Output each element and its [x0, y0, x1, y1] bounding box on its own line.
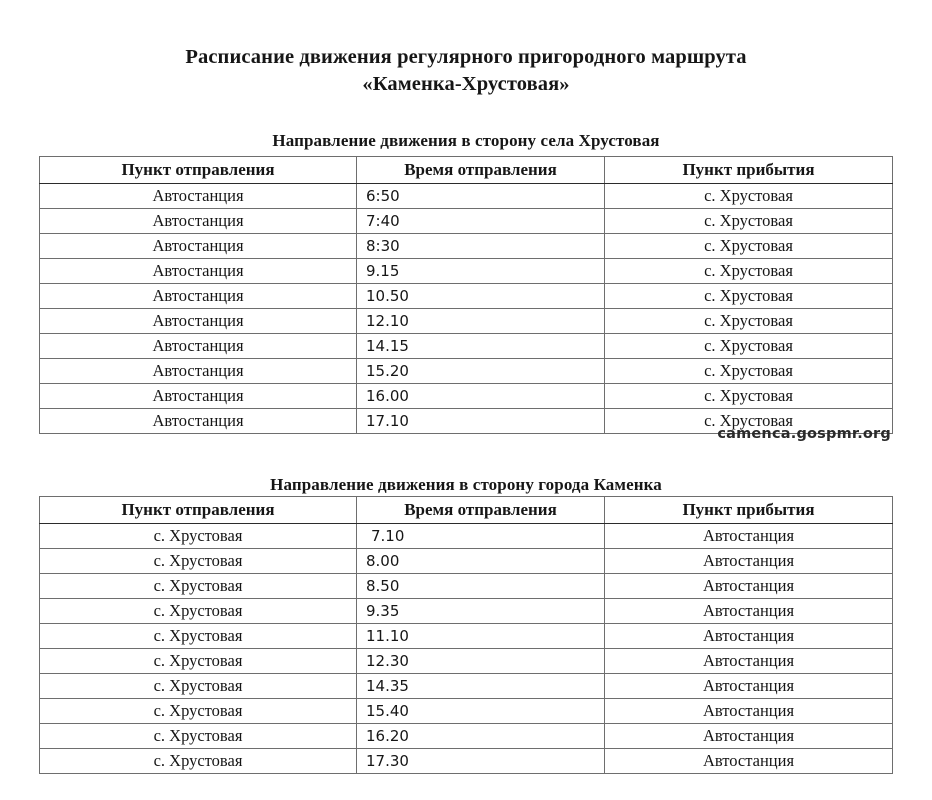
cell-departure-point: с. Хрустовая	[40, 624, 357, 649]
cell-departure-time: 16.20	[357, 724, 605, 749]
page-title-line-2: «Каменка-Хрустовая»	[362, 72, 570, 95]
table-row	[40, 384, 893, 409]
table-row	[40, 649, 893, 674]
cell-departure-time: 15.20	[357, 359, 605, 384]
cell-arrival-point: Автостанция	[605, 699, 893, 724]
cell-arrival-point: Автостанция	[605, 649, 893, 674]
cell-departure-time: 12.30	[357, 649, 605, 674]
table-row	[40, 699, 893, 724]
cell-departure-time: 8.00	[357, 549, 605, 574]
cell-departure-time: 12.10	[357, 309, 605, 334]
table-row	[40, 284, 893, 309]
cell-departure-point: Автостанция	[40, 234, 357, 259]
cell-departure-point: с. Хрустовая	[40, 599, 357, 624]
column-header-departure-time: Время отправления	[357, 157, 605, 184]
table-row	[40, 574, 893, 599]
cell-departure-point: Автостанция	[40, 259, 357, 284]
table-row	[40, 674, 893, 699]
cell-arrival-point: Автостанция	[605, 724, 893, 749]
table-row	[40, 549, 893, 574]
table-row	[40, 624, 893, 649]
table-row	[40, 259, 893, 284]
cell-departure-point: Автостанция	[40, 209, 357, 234]
table-row	[40, 184, 893, 209]
cell-departure-time: 7:40	[357, 209, 605, 234]
table-row	[40, 724, 893, 749]
cell-departure-point: Автостанция	[40, 359, 357, 384]
schedule-table-to-hrustovaya	[39, 156, 893, 434]
cell-departure-time: 14.15	[357, 334, 605, 359]
cell-departure-point: с. Хрустовая	[40, 549, 357, 574]
cell-departure-point: с. Хрустовая	[40, 699, 357, 724]
cell-departure-point: с. Хрустовая	[40, 524, 357, 549]
cell-departure-point: с. Хрустовая	[40, 649, 357, 674]
cell-departure-point: Автостанция	[40, 384, 357, 409]
cell-departure-time: 17.10	[357, 409, 605, 434]
cell-departure-point: Автостанция	[40, 409, 357, 434]
cell-arrival-point: с. Хрустовая	[605, 384, 893, 409]
section-title-to-kamenka: Направление движения в сторону города Каменка	[270, 475, 662, 495]
table-row	[40, 599, 893, 624]
column-header-arrival-point: Пункт прибытия	[605, 497, 893, 524]
cell-departure-time: 9.15	[357, 259, 605, 284]
cell-departure-time: 6:50	[357, 184, 605, 209]
cell-departure-point: с. Хрустовая	[40, 749, 357, 774]
cell-departure-time: 7.10	[357, 524, 605, 549]
table-row	[40, 209, 893, 234]
column-header-arrival-point: Пункт прибытия	[605, 157, 893, 184]
table-row	[40, 234, 893, 259]
cell-departure-time: 8:30	[357, 234, 605, 259]
page-title	[0, 44, 932, 98]
column-header-departure-point: Пункт отправления	[40, 497, 357, 524]
schedule-table-body-to-kamenka	[40, 524, 893, 774]
cell-departure-time: 11.10	[357, 624, 605, 649]
cell-arrival-point: Автостанция	[605, 749, 893, 774]
cell-departure-time: 17.30	[357, 749, 605, 774]
table-row	[40, 524, 893, 549]
cell-departure-time: 9.35	[357, 599, 605, 624]
cell-arrival-point: с. Хрустовая	[605, 259, 893, 284]
cell-arrival-point: с. Хрустовая	[605, 409, 893, 434]
table-row	[40, 309, 893, 334]
column-header-departure-point: Пункт отправления	[40, 157, 357, 184]
table-row	[40, 749, 893, 774]
cell-arrival-point: с. Хрустовая	[605, 234, 893, 259]
cell-arrival-point: Автостанция	[605, 549, 893, 574]
schedule-table-to-kamenka	[39, 496, 893, 774]
cell-departure-time: 8.50	[357, 574, 605, 599]
cell-departure-point: с. Хрустовая	[40, 574, 357, 599]
cell-departure-time: 14.35	[357, 674, 605, 699]
table-header-row	[40, 157, 893, 184]
cell-departure-point: Автостанция	[40, 334, 357, 359]
cell-departure-point: с. Хрустовая	[40, 724, 357, 749]
cell-departure-point: Автостанция	[40, 309, 357, 334]
cell-departure-point: с. Хрустовая	[40, 674, 357, 699]
cell-arrival-point: Автостанция	[605, 524, 893, 549]
cell-departure-point: Автостанция	[40, 184, 357, 209]
column-header-departure-time: Время отправления	[357, 497, 605, 524]
schedule-table-body-to-hrustovaya	[40, 184, 893, 434]
cell-departure-time: 16.00	[357, 384, 605, 409]
table-row	[40, 334, 893, 359]
table-row	[40, 359, 893, 384]
cell-arrival-point: с. Хрустовая	[605, 359, 893, 384]
cell-arrival-point: с. Хрустовая	[605, 209, 893, 234]
cell-arrival-point: с. Хрустовая	[605, 309, 893, 334]
cell-arrival-point: Автостанция	[605, 574, 893, 599]
cell-arrival-point: Автостанция	[605, 624, 893, 649]
cell-arrival-point: с. Хрустовая	[605, 184, 893, 209]
cell-arrival-point: Автостанция	[605, 674, 893, 699]
cell-arrival-point: с. Хрустовая	[605, 284, 893, 309]
table-header-row	[40, 497, 893, 524]
watermark: camenca.gospmr.org	[717, 426, 891, 442]
section-title-to-hrustovaya: Направление движения в сторону села Хрустовая	[272, 131, 660, 151]
cell-arrival-point: Автостанция	[605, 599, 893, 624]
cell-departure-point: Автостанция	[40, 284, 357, 309]
cell-arrival-point: с. Хрустовая	[605, 334, 893, 359]
page-title-line-1: Расписание движения регулярного пригородного маршрута	[185, 45, 747, 68]
cell-departure-time: 10.50	[357, 284, 605, 309]
cell-departure-time: 15.40	[357, 699, 605, 724]
